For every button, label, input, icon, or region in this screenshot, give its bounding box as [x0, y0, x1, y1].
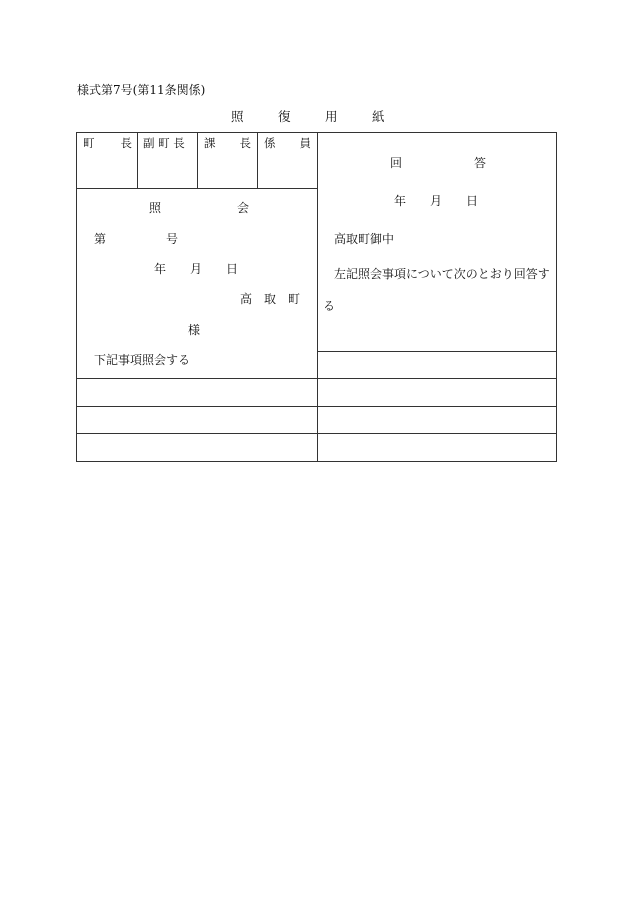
town-mayor-label: 町 長 — [83, 136, 132, 150]
inquiry-heading: 照 会 — [149, 201, 250, 215]
title-char-4: 紙 — [372, 109, 385, 124]
stamp-divider-2 — [197, 133, 198, 188]
reply-body-line2: る — [323, 299, 336, 313]
reply-date: 年 月 日 — [394, 194, 479, 208]
reply-heading: 回 答 — [390, 156, 487, 170]
center-divider — [317, 133, 318, 461]
deputy-mayor-label: 副 町 長 — [143, 136, 185, 150]
row-line-1 — [77, 378, 556, 379]
inquiry-number: 第 号 — [94, 232, 179, 246]
stamp-divider-1 — [137, 133, 138, 188]
staff-label: 係 員 — [264, 136, 311, 150]
title-char-3: 用 — [325, 109, 338, 124]
reply-body-line1: 左記照会事項について次のとおり回答す — [334, 267, 550, 281]
form-table — [76, 132, 557, 462]
section-chief-label: 課 長 — [204, 136, 251, 150]
document-title — [231, 111, 419, 124]
form-number: 様式第7号(第11条関係) — [77, 83, 206, 97]
inquiry-date: 年 月 日 — [154, 262, 239, 276]
row-line-2 — [77, 406, 556, 407]
inquiry-addressee-suffix: 様 — [188, 323, 201, 337]
row-line-3 — [77, 433, 556, 434]
title-char-2: 復 — [278, 109, 291, 124]
stamp-row-bottom-line — [77, 188, 317, 189]
inquiry-body: 下記事項照会する — [94, 353, 191, 367]
stamp-divider-3 — [257, 133, 258, 188]
reply-bottom-line — [317, 351, 556, 352]
inquiry-sender: 高 取 町 — [240, 292, 301, 306]
reply-addressee: 高取町御中 — [334, 232, 395, 246]
title-char-1: 照 — [231, 109, 244, 124]
